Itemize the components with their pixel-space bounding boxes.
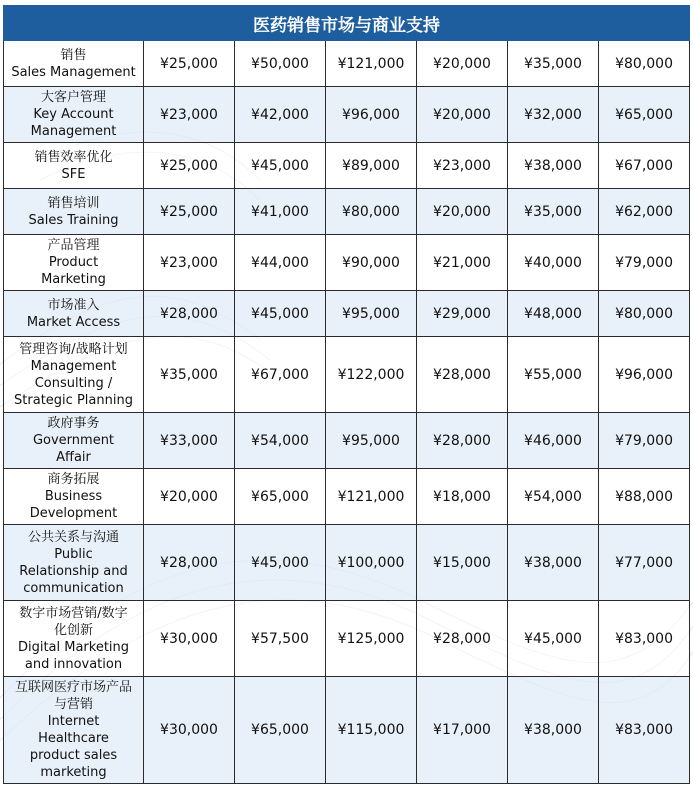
role-name-chinese: 销售效率优化 (34, 149, 113, 165)
salary-value-cell: ¥100,000 (326, 525, 417, 601)
salary-value-cell: ¥95,000 (326, 413, 417, 469)
role-name-english: and innovation (24, 656, 123, 672)
role-name-english: Sales Training (28, 212, 119, 228)
salary-value-cell: ¥42,000 (235, 87, 326, 143)
role-name-english: product sales (29, 748, 118, 763)
salary-value-cell: ¥89,000 (326, 143, 417, 189)
table-row (4, 601, 690, 677)
row-label-cell (4, 601, 144, 677)
role-name-english: Marketing (41, 272, 106, 287)
row-label-cell (4, 235, 144, 291)
salary-value-cell: ¥79,000 (599, 413, 690, 469)
salary-value-cell: ¥28,000 (417, 413, 508, 469)
role-name-chinese: 市场准入 (47, 297, 100, 313)
role-name-english: Business (44, 489, 103, 504)
salary-value-cell: ¥65,000 (235, 469, 326, 525)
salary-value-cell: ¥50,000 (235, 41, 326, 87)
role-name-english: Affair (56, 450, 91, 465)
table-title: 医药销售市场与商业支持 (4, 6, 690, 41)
salary-value-cell: ¥65,000 (599, 87, 690, 143)
salary-value-cell: ¥30,000 (144, 677, 235, 784)
row-label-cell (4, 677, 144, 784)
salary-value-cell: ¥25,000 (144, 41, 235, 87)
row-label-cell (4, 189, 144, 235)
salary-value-cell: ¥77,000 (599, 525, 690, 601)
table-row (4, 677, 690, 784)
salary-table (3, 5, 690, 784)
salary-value-cell: ¥30,000 (144, 601, 235, 677)
salary-value-cell: ¥95,000 (326, 291, 417, 337)
salary-value-cell: ¥54,000 (508, 469, 599, 525)
salary-value-cell: ¥67,000 (235, 337, 326, 413)
role-name-english: marketing (40, 765, 107, 780)
row-label-cell (4, 469, 144, 525)
role-name-english: SFE (61, 166, 86, 182)
salary-value-cell: ¥44,000 (235, 235, 326, 291)
salary-value-cell: ¥83,000 (599, 677, 690, 784)
salary-value-cell: ¥23,000 (144, 235, 235, 291)
role-name-english: Sales Management (11, 64, 136, 80)
salary-value-cell: ¥125,000 (326, 601, 417, 677)
salary-value-cell: ¥48,000 (508, 291, 599, 337)
salary-value-cell: ¥20,000 (144, 469, 235, 525)
role-name-english: Management (30, 124, 117, 139)
salary-value-cell: ¥79,000 (599, 235, 690, 291)
row-label-cell (4, 291, 144, 337)
role-name-chinese: 政府事务 (47, 416, 100, 431)
table-row (4, 469, 690, 525)
table-row (4, 235, 690, 291)
salary-value-cell: ¥62,000 (599, 189, 690, 235)
salary-value-cell: ¥80,000 (599, 291, 690, 337)
salary-value-cell: ¥121,000 (326, 469, 417, 525)
salary-value-cell: ¥23,000 (417, 143, 508, 189)
role-name-english: Healthcare (38, 731, 109, 746)
salary-value-cell: ¥28,000 (144, 525, 235, 601)
salary-value-cell: ¥33,000 (144, 413, 235, 469)
row-label-cell (4, 41, 144, 87)
salary-value-cell: ¥45,000 (235, 525, 326, 601)
table-row (4, 189, 690, 235)
salary-value-cell: ¥46,000 (508, 413, 599, 469)
salary-value-cell: ¥88,000 (599, 469, 690, 525)
salary-value-cell: ¥17,000 (417, 677, 508, 784)
salary-value-cell: ¥28,000 (144, 291, 235, 337)
salary-value-cell: ¥80,000 (326, 189, 417, 235)
role-name-english: Internet (47, 714, 100, 729)
role-name-english: Market Access (26, 314, 121, 330)
role-name-english: Key Account (33, 107, 114, 122)
salary-value-cell: ¥45,000 (508, 601, 599, 677)
table-row (4, 41, 690, 87)
row-label-cell (4, 337, 144, 413)
salary-value-cell: ¥35,000 (144, 337, 235, 413)
role-name-chinese: 商务拓展 (47, 472, 100, 487)
table-row (4, 413, 690, 469)
salary-value-cell: ¥45,000 (235, 143, 326, 189)
salary-value-cell: ¥35,000 (508, 189, 599, 235)
salary-value-cell: ¥21,000 (417, 235, 508, 291)
row-label-cell (4, 413, 144, 469)
row-label-cell (4, 525, 144, 601)
salary-value-cell: ¥41,000 (235, 189, 326, 235)
role-name-chinese: 数字市场营销/数字 (19, 605, 128, 621)
row-label-cell (4, 143, 144, 189)
role-name-english: Management (30, 358, 117, 374)
salary-value-cell: ¥28,000 (417, 337, 508, 413)
salary-value-cell: ¥38,000 (508, 143, 599, 189)
role-name-chinese: 管理咨询/战略计划 (19, 341, 128, 357)
salary-value-cell: ¥96,000 (599, 337, 690, 413)
salary-value-cell: ¥25,000 (144, 189, 235, 235)
role-name-english: Strategic Planning (14, 392, 133, 408)
salary-value-cell: ¥67,000 (599, 143, 690, 189)
role-name-english: communication (23, 580, 124, 596)
table-row (4, 291, 690, 337)
salary-value-cell: ¥122,000 (326, 337, 417, 413)
salary-value-cell: ¥18,000 (417, 469, 508, 525)
salary-value-cell: ¥29,000 (417, 291, 508, 337)
table-row (4, 337, 690, 413)
salary-value-cell: ¥35,000 (508, 41, 599, 87)
role-name-chinese-cont: 与营销 (53, 697, 93, 712)
role-name-english: Relationship and (19, 563, 128, 579)
salary-value-cell: ¥115,000 (326, 677, 417, 784)
role-name-chinese: 大客户管理 (40, 90, 106, 105)
salary-value-cell: ¥38,000 (508, 677, 599, 784)
salary-value-cell: ¥83,000 (599, 601, 690, 677)
salary-value-cell: ¥32,000 (508, 87, 599, 143)
table-row (4, 87, 690, 143)
salary-value-cell: ¥28,000 (417, 601, 508, 677)
role-name-english: Development (29, 506, 118, 521)
role-name-chinese: 销售培训 (47, 195, 100, 211)
salary-value-cell: ¥55,000 (508, 337, 599, 413)
table-row (4, 525, 690, 601)
salary-value-cell: ¥38,000 (508, 525, 599, 601)
salary-value-cell: ¥80,000 (599, 41, 690, 87)
row-label-cell (4, 87, 144, 143)
role-name-english: Consulting / (34, 375, 113, 391)
role-name-chinese: 互联网医疗市场产品 (14, 680, 132, 695)
salary-value-cell: ¥90,000 (326, 235, 417, 291)
salary-value-cell: ¥20,000 (417, 41, 508, 87)
role-name-chinese: 公共关系与沟通 (27, 529, 119, 545)
salary-value-cell: ¥54,000 (235, 413, 326, 469)
salary-value-cell: ¥121,000 (326, 41, 417, 87)
salary-value-cell: ¥45,000 (235, 291, 326, 337)
salary-value-cell: ¥96,000 (326, 87, 417, 143)
role-name-chinese: 销售 (60, 47, 87, 63)
role-name-chinese-cont: 化创新 (53, 622, 93, 638)
salary-value-cell: ¥20,000 (417, 189, 508, 235)
role-name-english: Digital Marketing (17, 639, 130, 655)
table-row (4, 143, 690, 189)
salary-value-cell: ¥40,000 (508, 235, 599, 291)
role-name-english: Product (48, 255, 99, 270)
salary-value-cell: ¥20,000 (417, 87, 508, 143)
table-body (4, 41, 690, 784)
role-name-chinese: 产品管理 (47, 238, 100, 253)
role-name-english: Public (54, 546, 93, 562)
salary-value-cell: ¥65,000 (235, 677, 326, 784)
salary-value-cell: ¥25,000 (144, 143, 235, 189)
salary-value-cell: ¥15,000 (417, 525, 508, 601)
role-name-english: Government (32, 433, 115, 448)
salary-value-cell: ¥57,500 (235, 601, 326, 677)
salary-value-cell: ¥23,000 (144, 87, 235, 143)
